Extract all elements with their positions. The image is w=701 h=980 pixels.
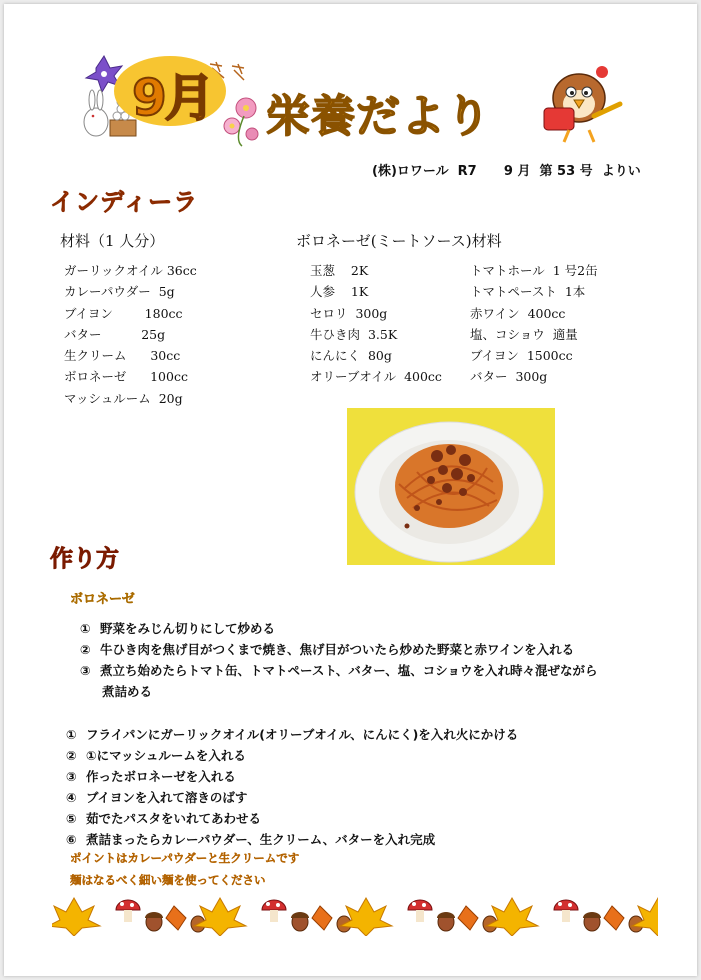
newsletter-title: 栄養だより bbox=[266, 91, 491, 142]
mushroom-icon bbox=[116, 900, 140, 910]
step-item bbox=[66, 724, 518, 745]
step-item bbox=[66, 808, 518, 829]
month-label: 9月 bbox=[132, 69, 213, 127]
ingredient-item: オリーブオイル 400cc bbox=[310, 369, 442, 385]
step-text: ブイヨンを入れて溶きのばす bbox=[86, 790, 248, 805]
ingredient-item: バター 25g bbox=[64, 326, 166, 342]
dish-name: インディーラ bbox=[50, 188, 199, 216]
step-item bbox=[80, 618, 598, 639]
main-steps bbox=[66, 724, 518, 850]
ingredient-item: にんにく 80g bbox=[310, 348, 392, 364]
ingredient-item: 塩、コショウ 適量 bbox=[470, 326, 578, 342]
cosmos-flower-icon bbox=[224, 98, 258, 146]
ingredient-item: マッシュルーム 20g bbox=[64, 390, 183, 406]
ingredient-item: 生クリーム 30cc bbox=[64, 348, 181, 364]
maple-leaf-icon bbox=[52, 898, 100, 936]
step-number: ⑥ bbox=[66, 832, 77, 847]
step-item bbox=[66, 787, 518, 808]
issue-info: (株)ロワール R7 9 月 第 53 号 よりい bbox=[372, 164, 641, 179]
ingredient-item: バター 300g bbox=[470, 369, 548, 385]
step-number: ① bbox=[66, 727, 77, 742]
ingredient-item: ボロネーゼ 100cc bbox=[64, 369, 188, 385]
step-text: 作ったボロネーゼを入れる bbox=[86, 769, 236, 784]
step-item bbox=[80, 660, 598, 681]
bolognese-steps bbox=[80, 618, 598, 702]
ingredient-item: 赤ワイン 400cc bbox=[470, 305, 566, 321]
ingredient-item: ブイヨン 180cc bbox=[64, 305, 183, 321]
step-number: ② bbox=[80, 642, 91, 657]
mushroom-icon bbox=[408, 900, 432, 910]
autumn-leaf-icon bbox=[166, 906, 186, 930]
dish-photo bbox=[347, 408, 555, 565]
autumn-leaf-icon bbox=[604, 906, 624, 930]
step-item bbox=[66, 829, 518, 850]
step-item bbox=[66, 766, 518, 787]
step-text: 煮立ち始めたらトマト缶、トマトペースト、バター、塩、コショウを入れ時々混ぜながら bbox=[100, 663, 598, 678]
point-note: ポイントはカレーパウダーと生クリームです bbox=[70, 851, 300, 865]
noodle-note: 麺はなるべく細い麺を使ってください bbox=[70, 873, 266, 887]
step-text: ①にマッシュルームを入れる bbox=[86, 748, 246, 763]
bolognese-ingredients-title: ボロネーゼ(ミートソース)材料 bbox=[296, 232, 502, 250]
ingredient-item: 玉葱 2K bbox=[310, 263, 369, 278]
step-number: ③ bbox=[80, 663, 91, 678]
step-number: ⑤ bbox=[66, 811, 77, 826]
autumn-footer-decoration bbox=[52, 892, 658, 936]
step-number: ③ bbox=[66, 769, 77, 784]
ingredient-item: セロリ 300g bbox=[310, 305, 388, 321]
main-ingredients-list bbox=[64, 260, 197, 409]
autumn-leaf-icon bbox=[458, 906, 478, 930]
chick-mascot-icon bbox=[544, 66, 620, 142]
step-number: ④ bbox=[66, 790, 77, 805]
ingredient-item: 人参 1K bbox=[310, 284, 369, 300]
ingredient-item: ブイヨン 1500cc bbox=[470, 348, 573, 364]
main-ingredients-title: 材料（1 人分） bbox=[60, 232, 165, 250]
ingredient-item: 牛ひき肉 3.5K bbox=[310, 326, 398, 342]
newsletter-page bbox=[4, 4, 697, 976]
mushroom-icon bbox=[262, 900, 286, 910]
step-number: ① bbox=[80, 621, 91, 636]
step-text: 茹でたパスタをいれてあわせる bbox=[86, 811, 262, 826]
ingredient-item: トマトペースト 1本 bbox=[470, 284, 586, 300]
bolognese-ingredients-left bbox=[310, 260, 442, 388]
step-item bbox=[80, 639, 598, 660]
rabbit-icon bbox=[84, 90, 108, 136]
step-text: フライパンにガーリックオイル(オリーブオイル、にんにく)を入れ火にかける bbox=[86, 727, 519, 742]
ingredient-item: カレーパウダー 5g bbox=[64, 284, 175, 300]
step-item bbox=[66, 745, 518, 766]
bolognese-ingredients-right bbox=[470, 260, 598, 388]
ingredient-item: ガーリックオイル 36cc bbox=[64, 263, 197, 278]
step-text: 煮詰まったらカレーパウダー、生クリーム、バターを入れ完成 bbox=[86, 832, 436, 847]
autumn-leaf-icon bbox=[312, 906, 332, 930]
mushroom-icon bbox=[554, 900, 578, 910]
step-continuation: 煮詰める bbox=[102, 684, 153, 699]
pasta-plate-icon bbox=[347, 408, 555, 565]
bolognese-heading: ボロネーゼ bbox=[70, 592, 135, 607]
step-number: ② bbox=[66, 748, 77, 763]
step-text: 牛ひき肉を焦げ目がつくまで焼き、焦げ目がついたら炒めた野菜と赤ワインを入れる bbox=[100, 642, 575, 657]
method-heading: 作り方 bbox=[50, 546, 119, 572]
ingredient-item: トマトホール 1 号2缶 bbox=[470, 263, 598, 278]
step-text: 野菜をみじん切りにして炒める bbox=[100, 621, 276, 636]
